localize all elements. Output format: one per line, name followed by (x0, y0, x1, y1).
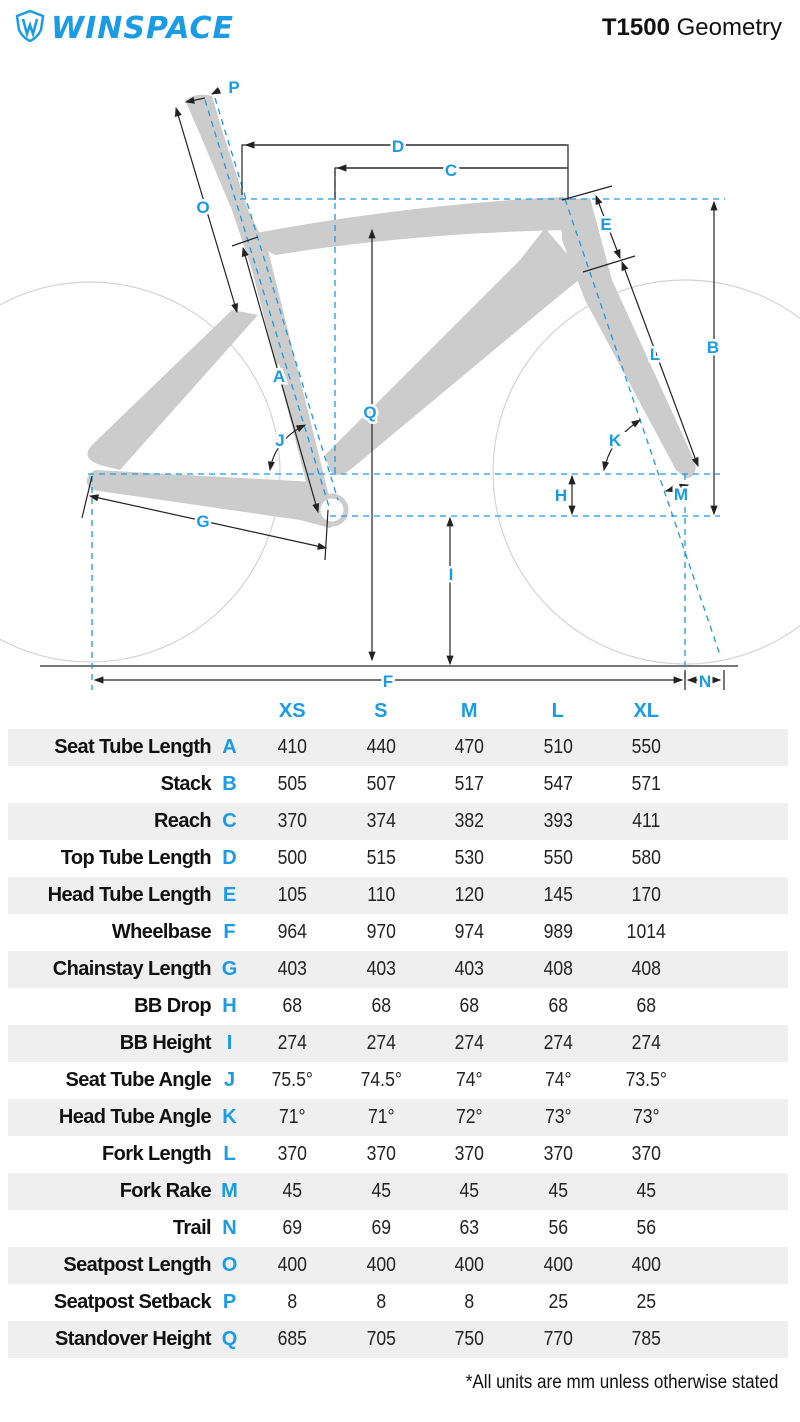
title-suffix: Geometry (676, 14, 782, 41)
units-footnote: *All units are mm unless otherwise stated (465, 1372, 778, 1393)
measurement-value: 382 (454, 810, 484, 832)
measurement-value: 411 (632, 810, 661, 832)
label-C: C (444, 161, 458, 180)
measurement-value: 964 (277, 921, 307, 943)
measurement-value: 63 (459, 1217, 480, 1239)
measurement-value: 989 (543, 921, 573, 943)
measurement-value: 393 (543, 810, 573, 832)
measurement-value: 400 (454, 1254, 484, 1276)
measurement-value: 370 (277, 810, 307, 832)
measurement-value: 45 (636, 1180, 657, 1202)
measurement-value: 68 (370, 995, 391, 1017)
measurement-value: 505 (277, 773, 307, 795)
table-row (8, 988, 788, 1025)
model-name: T1500 (601, 14, 670, 41)
table-row (8, 1062, 788, 1099)
measurement-letter: J (223, 1069, 236, 1091)
measurement-value: 515 (366, 847, 396, 869)
measurement-value: 274 (543, 1032, 573, 1054)
measurement-value: 274 (454, 1032, 484, 1054)
measurement-letter: D (222, 847, 237, 869)
label-E: E (600, 215, 612, 234)
size-m: M (460, 699, 478, 722)
label-M: M (673, 485, 689, 504)
measurement-value: 75.5° (271, 1069, 313, 1091)
measurement-value: 69 (370, 1217, 391, 1239)
measurement-value: 403 (366, 958, 396, 980)
table-row (8, 1321, 788, 1358)
label-D: D (391, 137, 405, 156)
measurement-value: 120 (454, 884, 484, 906)
measurement-value: 970 (366, 921, 396, 943)
measurement-value: 105 (277, 884, 307, 906)
table-row (8, 914, 788, 951)
measurement-value: 274 (366, 1032, 396, 1054)
table-row (8, 1284, 788, 1321)
measurement-value: 408 (543, 958, 573, 980)
measurement-value: 68 (547, 995, 568, 1017)
measurement-name: Top Tube Length (60, 847, 211, 869)
label-F: F (382, 672, 394, 691)
measurement-value: 400 (366, 1254, 396, 1276)
measurement-value: 530 (454, 847, 484, 869)
label-B: B (706, 338, 720, 357)
measurement-value: 507 (366, 773, 396, 795)
measurement-value: 440 (366, 736, 396, 758)
measurement-name: Reach (153, 810, 211, 832)
label-Q: Q (363, 403, 377, 422)
measurement-value: 770 (543, 1328, 573, 1350)
size-xl: XL (633, 699, 660, 722)
measurement-value: 56 (547, 1217, 568, 1239)
table-row (8, 803, 788, 840)
label-A: A (272, 367, 286, 386)
measurement-value: 470 (454, 736, 484, 758)
measurement-value: 547 (543, 773, 573, 795)
measurement-value: 370 (454, 1143, 484, 1165)
measurement-value: 74.5° (360, 1069, 402, 1091)
measurement-value: 74° (455, 1069, 483, 1091)
page-title (602, 14, 782, 42)
measurement-name: Wheelbase (111, 921, 211, 943)
measurement-value: 550 (543, 847, 573, 869)
measurement-value: 170 (631, 884, 661, 906)
measurement-value: 68 (282, 995, 303, 1017)
measurement-value: 580 (631, 847, 661, 869)
measurement-letter: I (226, 1032, 233, 1054)
table-row (8, 729, 788, 766)
measurement-value: 370 (366, 1143, 396, 1165)
measurement-letter: A (222, 736, 237, 758)
measurement-value: 56 (636, 1217, 657, 1239)
measurement-letter: N (222, 1217, 237, 1239)
measurement-letter: C (222, 810, 237, 832)
measurement-letter: E (222, 884, 237, 906)
measurement-letter: G (221, 958, 238, 980)
measurement-value: 71° (278, 1106, 306, 1128)
measurement-value: 400 (277, 1254, 307, 1276)
table-row (8, 1210, 788, 1247)
measurement-value: 25 (547, 1291, 568, 1313)
measurement-value: 1014 (626, 921, 666, 943)
measurement-value: 500 (277, 847, 307, 869)
measurement-letter: H (222, 995, 237, 1017)
measurement-letter: L (223, 1143, 236, 1165)
measurement-name: Fork Rake (119, 1180, 211, 1202)
measurement-value: 517 (454, 773, 484, 795)
measurement-name: Head Tube Length (47, 884, 211, 906)
label-J: J (275, 431, 285, 450)
measurement-name: Seat Tube Angle (65, 1069, 211, 1091)
table-row (8, 1025, 788, 1062)
measurement-value: 68 (636, 995, 657, 1017)
shield-icon (15, 10, 45, 47)
brand-logo (15, 10, 234, 47)
measurement-letter: B (222, 773, 237, 795)
measurement-value: 8 (287, 1291, 298, 1313)
measurement-name: BB Height (119, 1032, 211, 1054)
measurement-value: 408 (631, 958, 661, 980)
measurement-value: 8 (464, 1291, 475, 1313)
measurement-value: 400 (631, 1254, 661, 1276)
table-row (8, 877, 788, 914)
measurement-value: 370 (543, 1143, 573, 1165)
measurement-letter: O (221, 1254, 238, 1276)
size-xs: XS (278, 699, 306, 722)
table-row (8, 840, 788, 877)
geometry-diagram (0, 60, 800, 695)
label-L: L (649, 345, 661, 364)
measurement-value: 550 (631, 736, 661, 758)
size-s: S (374, 699, 388, 722)
geometry-table (8, 693, 788, 1358)
table-row (8, 1099, 788, 1136)
measurement-value: 750 (454, 1328, 484, 1350)
measurement-value: 74° (544, 1069, 572, 1091)
label-I: I (448, 565, 454, 584)
measurement-value: 403 (277, 958, 307, 980)
front-wheel (493, 280, 800, 664)
measurement-value: 370 (277, 1143, 307, 1165)
measurement-name: Head Tube Angle (58, 1106, 211, 1128)
table-row (8, 766, 788, 803)
measurement-value: 374 (366, 810, 396, 832)
measurement-letter: K (222, 1106, 237, 1128)
measurement-value: 73° (632, 1106, 660, 1128)
measurement-letter: M (221, 1180, 238, 1202)
label-N: N (698, 672, 712, 691)
measurement-value: 8 (375, 1291, 386, 1313)
measurement-value: 510 (543, 736, 573, 758)
label-G: G (196, 512, 210, 531)
measurement-name: Stack (160, 773, 211, 795)
measurement-letter: P (222, 1291, 237, 1313)
measurement-name: Fork Length (102, 1143, 211, 1165)
measurement-value: 45 (547, 1180, 568, 1202)
measurement-value: 45 (459, 1180, 480, 1202)
measurement-value: 274 (277, 1032, 307, 1054)
measurement-name: Seatpost Setback (53, 1291, 211, 1313)
measurement-value: 71° (367, 1106, 395, 1128)
label-O: O (196, 198, 210, 217)
measurement-value: 69 (282, 1217, 303, 1239)
label-H: H (554, 486, 568, 505)
measurement-value: 571 (631, 773, 661, 795)
measurement-value: 974 (454, 921, 484, 943)
measurement-value: 45 (370, 1180, 391, 1202)
measurement-value: 785 (631, 1328, 661, 1350)
table-row (8, 1173, 788, 1210)
measurement-name: Standover Height (55, 1328, 211, 1350)
measurement-value: 403 (454, 958, 484, 980)
measurement-value: 72° (455, 1106, 483, 1128)
measurement-value: 400 (543, 1254, 573, 1276)
measurement-name: Trail (172, 1217, 211, 1239)
measurement-name: Seat Tube Length (54, 736, 211, 758)
measurement-name: BB Drop (134, 995, 211, 1017)
table-row (8, 1136, 788, 1173)
measurement-letter: Q (221, 1328, 238, 1350)
measurement-value: 705 (366, 1328, 396, 1350)
measurement-value: 73.5° (625, 1069, 667, 1091)
measurement-value: 68 (459, 995, 480, 1017)
header (0, 0, 800, 60)
measurement-value: 274 (631, 1032, 661, 1054)
rear-wheel (0, 282, 280, 662)
measurement-name: Seatpost Length (63, 1254, 211, 1276)
size-l: L (551, 699, 564, 722)
measurement-value: 410 (277, 736, 307, 758)
measurement-value: 25 (636, 1291, 657, 1313)
label-K: K (608, 431, 622, 450)
label-P: P (228, 78, 240, 97)
size-header-row (8, 693, 788, 729)
measurement-value: 45 (282, 1180, 303, 1202)
table-row (8, 1247, 788, 1284)
measurement-letter: F (223, 921, 236, 943)
brand-name: WINSPACE (51, 10, 235, 46)
measurement-value: 685 (277, 1328, 307, 1350)
measurement-value: 145 (543, 884, 573, 906)
measurement-value: 370 (631, 1143, 661, 1165)
measurement-value: 73° (544, 1106, 572, 1128)
measurement-name: Chainstay Length (52, 958, 211, 980)
measurement-value: 110 (366, 884, 395, 906)
table-row (8, 951, 788, 988)
